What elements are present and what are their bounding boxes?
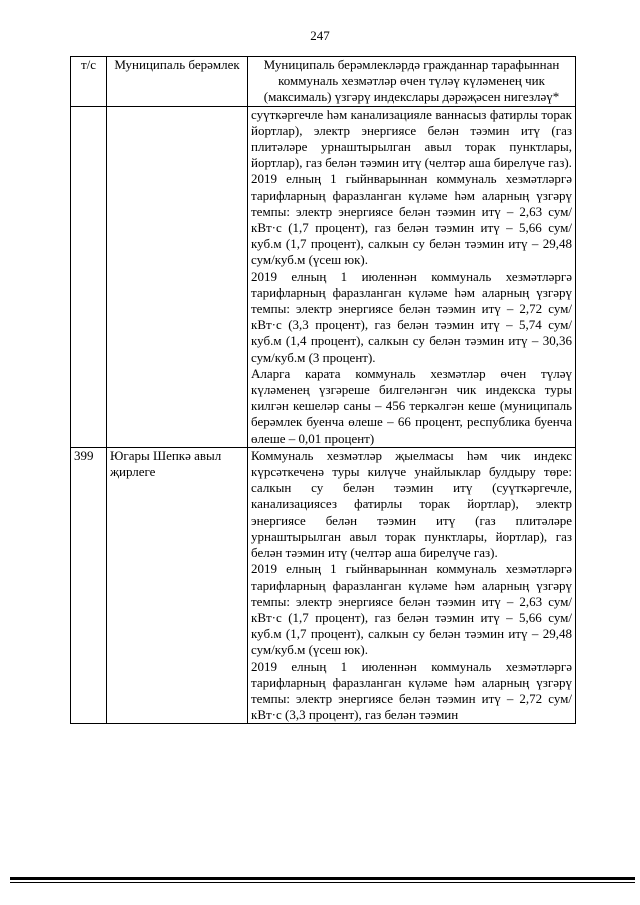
paragraph: 2019 елның 1 гыйнварыннан коммуналь хезмәтләргә тарифларның фаразланган күләме һәм аларның үзгәрү темпы: электр энергиясе белән тәэмин итү – 2,63 сум/кВт·с (1,7 процент), газ белән тәэмин итү – 5,66 сум/куб.м (1,7 процент), салкын су белән тәэмин итү – 29,48 сум/куб.м (үсеш юк). (251, 561, 572, 658)
scan-bottom-edge (10, 877, 635, 880)
scan-bottom-edge-thin (10, 882, 635, 883)
row-justification (248, 447, 576, 723)
row-number (71, 106, 107, 447)
row-municipality: Югары Шепкә авыл җирлеге (107, 447, 248, 723)
row-justification (248, 106, 576, 447)
header-justification: Муниципаль берәмлекләрдә гражданнар тарафыннан коммуналь хезмәтләр өчен түләү күләменең чик (максималь) үзгәрү индекслары дәрәҗәсен нигезләү* (248, 57, 576, 107)
paragraph: Аларга карата коммуналь хезмәтләр өчен түләү күләменең үзгәреше билгеләнгән чик индекска туры килгән кешеләр саны – 456 теркәлгән кеше (муниципаль берәмлек буенча өлеше – 66 процент, республика буенча өлеше – 0,01 процент) (251, 365, 572, 446)
tariff-table (70, 56, 576, 724)
paragraph: 2019 елның 1 июленнән коммуналь хезмәтләргә тарифларның фаразланган күләме һәм аларның үзгәрү темпы: электр энергиясе белән тәэмин итү – 2,72 сум/кВт·с (3,3 процент), газ белән тәэмин (251, 658, 572, 723)
table-row (71, 106, 576, 447)
header-number: т/с (71, 57, 107, 107)
table-row (71, 447, 576, 723)
page-number: 247 (310, 28, 330, 43)
paragraph: суүткәргечле һәм канализацияле ваннасыз фатирлы торак йортлар), электр энергиясе белән тәэмин итү (газ плитәләре урнаштырылган авыл торак пунктлары, йортлар), газ белән тәэмин итү (челтәр аша бирелүче газ). (251, 106, 572, 171)
header-municipality: Муниципаль берәмлек (107, 57, 248, 107)
table-header (71, 57, 576, 107)
paragraph: Коммуналь хезмәтләр җыелмасы һәм чик индекс күрсәткеченә туры килүче унайлыклар булдыру төре: салкын су белән тәэмин итү (суүткәргечле, канализациясез фатирлы торак йортлар), электр энергиясе белән тәэмин итү (газ плитәләре урнаштырылган авыл торак пунктлары, йортлар), газ белән тәэмин итү (челтәр аша бирелүче газ). (251, 447, 572, 561)
row-municipality (107, 106, 248, 447)
row-number: 399 (71, 447, 107, 723)
paragraph: 2019 елның 1 июленнән коммуналь хезмәтләргә тарифларның фаразланган күләме һәм аларның үзгәрү темпы: электр энергиясе белән тәэмин итү – 2,72 сум/кВт·с (3,3 процент), газ белән тәэмин итү – 5,74 сум/куб.м (1,4 процент), салкын су белән тәэмин итү – 30,36 сум/куб.м (3 процент). (251, 268, 572, 365)
paragraph: 2019 елның 1 гыйнварыннан коммуналь хезмәтләргә тарифларның фаразланган күләме һәм аларның үзгәрү темпы: электр энергиясе белән тәэмин итү – 2,63 сум/кВт·с (1,7 процент), газ белән тәэмин итү – 5,66 сум/куб.м (1,7 процент), салкын су белән тәэмин итү – 29,48 сум/куб.м (үсеш юк). (251, 171, 572, 268)
